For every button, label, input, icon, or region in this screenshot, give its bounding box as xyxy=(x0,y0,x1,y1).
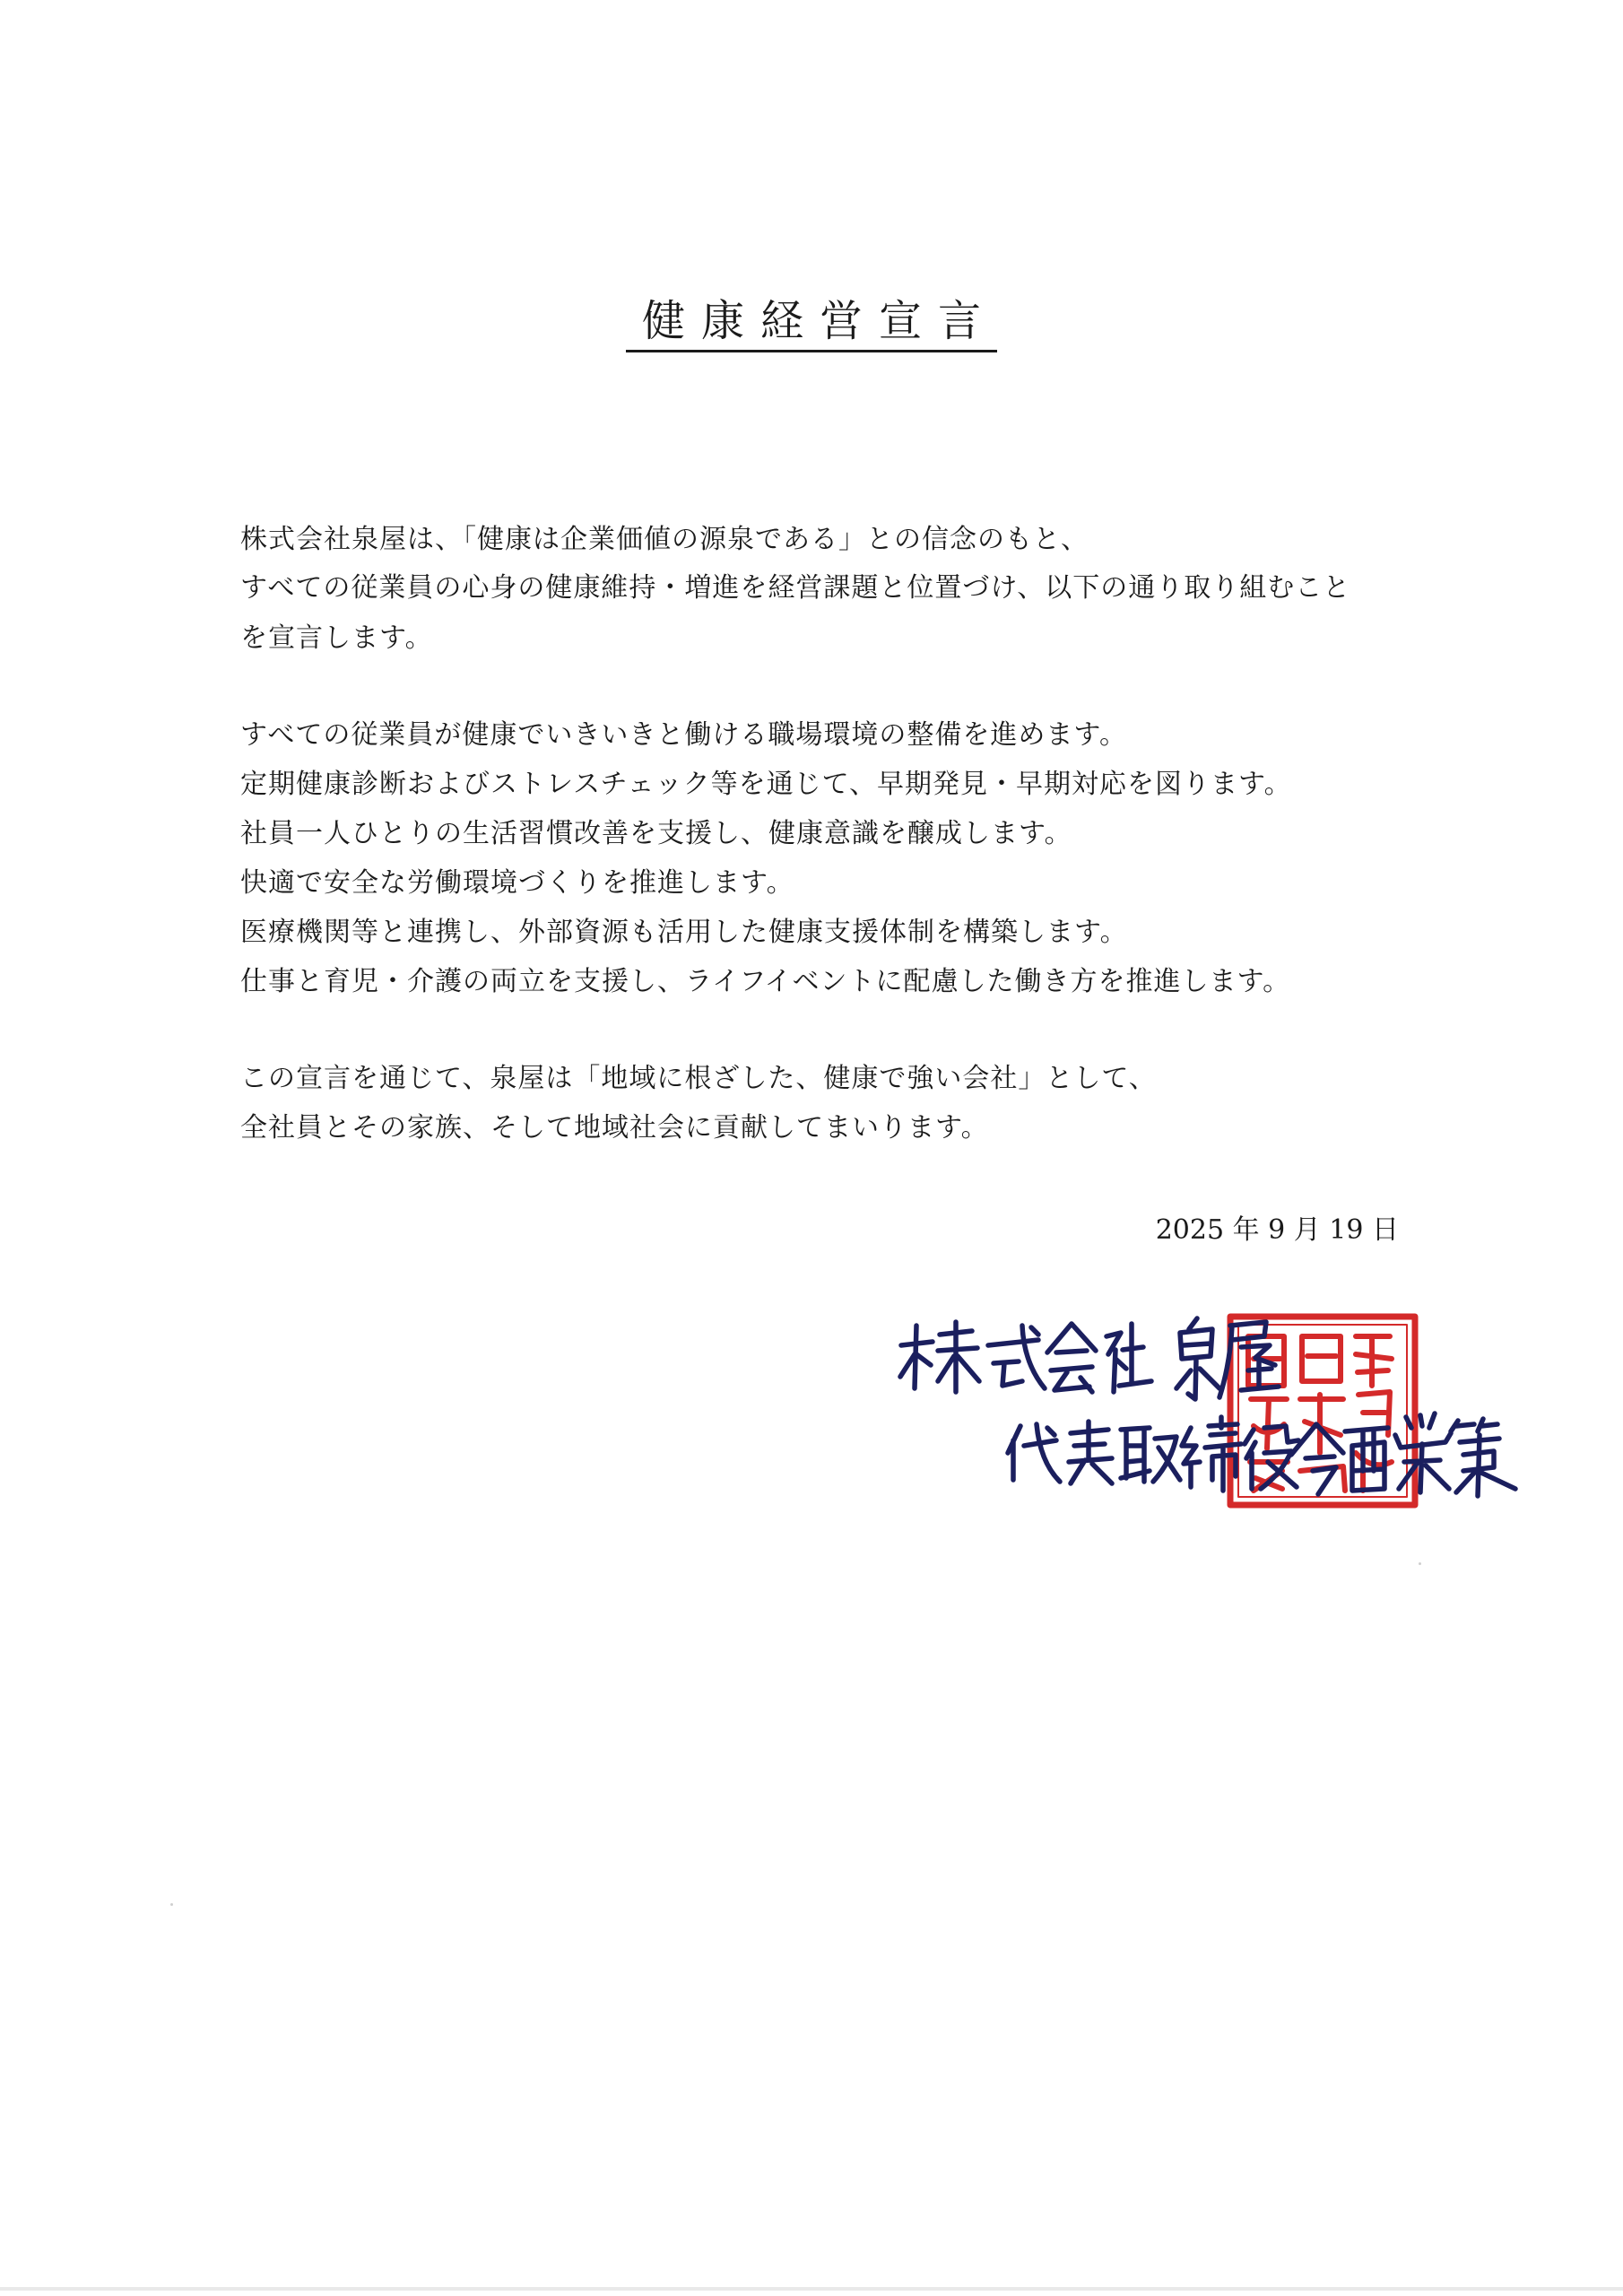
scan-speck xyxy=(1419,1562,1421,1565)
scan-speck xyxy=(170,1903,173,1906)
page-title-text: 健康経営宣言 xyxy=(626,294,997,352)
commitment-item: 快適で安全な労働環境づくりを推進します。 xyxy=(240,867,794,899)
intro-line-3: を宣言します。 xyxy=(240,622,433,654)
closing-line-1: この宣言を通じて、泉屋は「地域に根ざした、健康で強い会社」として、 xyxy=(240,1063,1157,1094)
commitment-item: 社員一人ひとりの生活習慣改善を支援し、健康意識を醸成します。 xyxy=(240,818,1072,849)
handwritten-company-name xyxy=(900,1318,1279,1399)
declaration-date: 2025 年 9 月 19 日 xyxy=(1155,1214,1399,1246)
commitment-item: すべての従業員が健康でいきいきと働ける職場環境の整備を進めます。 xyxy=(240,719,1127,751)
commitment-item: 医療機関等と連携し、外部資源も活用した健康支援体制を構築します。 xyxy=(240,917,1128,948)
commitment-item: 定期健康診断およびストレスチェック等を通じて、早期発見・早期対応を図ります。 xyxy=(240,769,1292,800)
closing-line-2: 全社員とその家族、そして地域社会に貢献してまいります。 xyxy=(240,1112,989,1144)
intro-line-1: 株式会社泉屋は、「健康は企業価値の源泉である」との信念のもと、 xyxy=(240,524,1089,555)
intro-line-2: すべての従業員の心身の健康維持・増進を経営課題と位置づけ、以下の通り取り組むこと xyxy=(240,572,1351,604)
commitment-item: 仕事と育児・介護の両立を支援し、ライフイベントに配慮した働き方を推進します。 xyxy=(240,966,1291,997)
scan-edge xyxy=(0,2287,1623,2291)
